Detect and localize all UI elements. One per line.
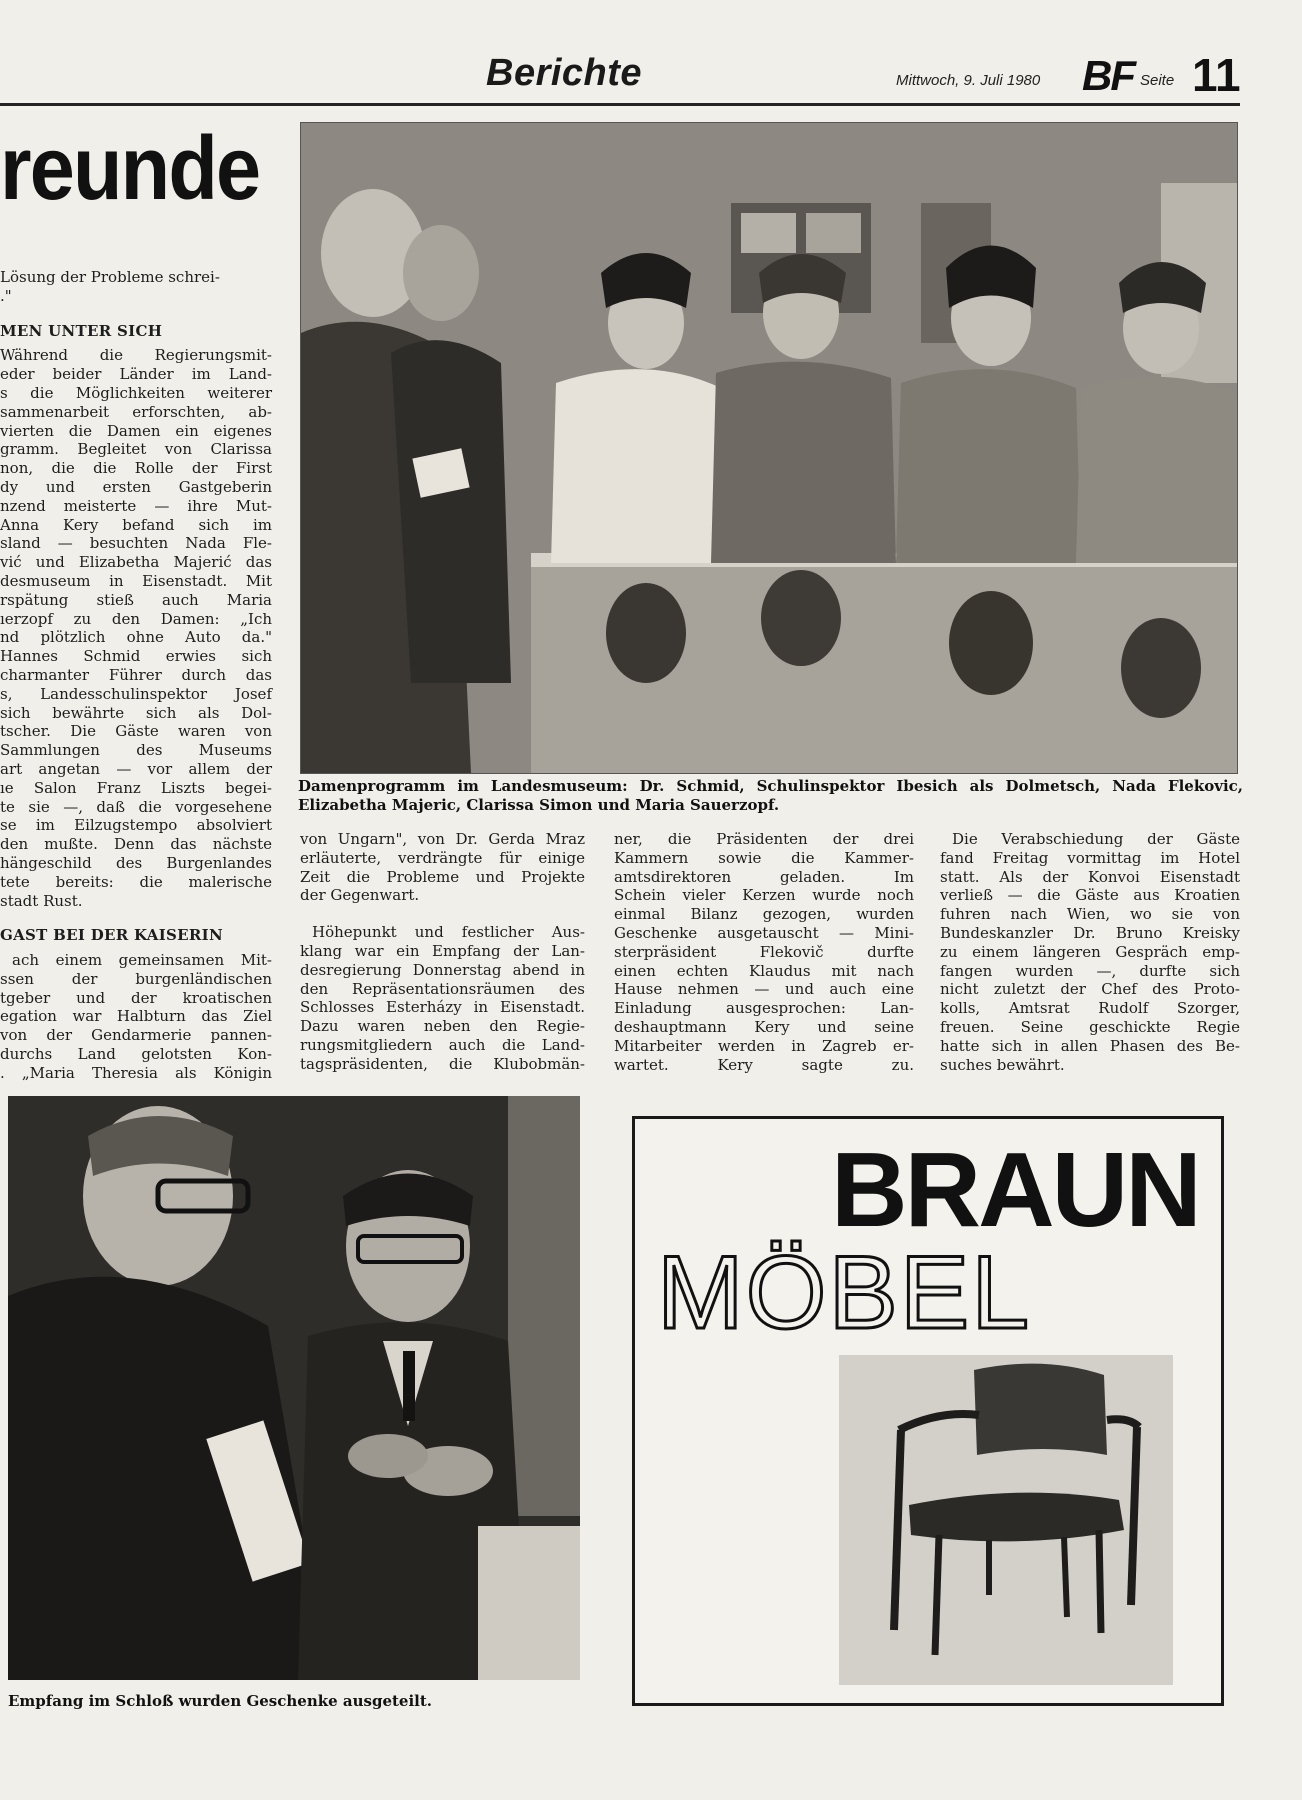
- text-line: gramm. Begleitet von Clarissa: [0, 440, 272, 459]
- text-line: s, Landesschulinspektor Josef: [0, 684, 272, 703]
- text-line: wartet. Kery sagte zu.: [614, 1055, 914, 1074]
- text-line: Hause nehmen — und auch eine: [614, 980, 914, 999]
- text-line: non, die die Rolle der First: [0, 459, 272, 478]
- text-line: Zeit die Probleme und Projekte: [300, 867, 585, 886]
- text-line: desmuseum in Eisenstadt. Mit: [0, 571, 272, 590]
- text-line: rspätung stieß auch Maria: [0, 590, 272, 609]
- text-column-3: [614, 830, 914, 1074]
- column4-text: [940, 830, 1240, 1074]
- text-line: rungsmitgliedern auch die Land-: [300, 1035, 585, 1054]
- text-line: ach einem gemeinsamen Mit-: [12, 951, 272, 970]
- ad-brand-moebel: MÖBEL: [657, 1235, 1032, 1351]
- chair-icon: [839, 1355, 1173, 1685]
- text-line: freuen. Seine geschickte Regie: [940, 1017, 1240, 1036]
- text-line: den Repräsentationsräumen des: [300, 979, 585, 998]
- text-column-2: [300, 830, 585, 1074]
- text-line: vierten die Damen ein eigenes: [0, 421, 272, 440]
- text-line: Mitarbeiter werden in Zagreb er-: [614, 1036, 914, 1055]
- text-line: dy und ersten Gastgeberin: [0, 477, 272, 496]
- text-line: art angetan — vor allem der: [0, 759, 272, 778]
- text-line: verließ — die Gäste aus Kroatien: [940, 886, 1240, 905]
- text-line: tscher. Die Gäste waren von: [0, 722, 272, 741]
- text-line: Kammern sowie die Kammer-: [614, 848, 914, 867]
- text-line: fuhren nach Wien, wo sie von: [940, 905, 1240, 924]
- text-line: Sammlungen des Museums: [0, 741, 272, 760]
- text-line: ssen der burgenländischen: [0, 969, 272, 988]
- text-line: einmal Bilanz gezogen, wurden: [614, 905, 914, 924]
- photo-museum-caption: Damenprogramm im Landesmuseum: Dr. Schmid, Schulinspektor Ibesich als Dolmetsch, Nada Flekovic, Elizabetha Majeric, Clarissa Simon und Maria Sauerzopf.: [298, 777, 1243, 814]
- text-line: charmanter Führer durch das: [0, 665, 272, 684]
- text-line: kolls, Amtsrat Rudolf Szorger,: [940, 999, 1240, 1018]
- text-line: deshauptmann Kery und seine: [614, 1017, 914, 1036]
- text-column-4: [940, 830, 1240, 1074]
- ad-chair-photo: [839, 1355, 1173, 1685]
- text-line: sland — besuchten Nada Fle-: [0, 534, 272, 553]
- text-line: vić und Elizabetha Majerić das: [0, 553, 272, 572]
- left-column: [0, 268, 272, 1083]
- text-line: tete bereits: die malerische: [0, 872, 272, 891]
- section1-text: [0, 346, 272, 910]
- text-line: sich bewährte sich als Dol-: [0, 703, 272, 722]
- header-rule: [0, 103, 1240, 106]
- text-line: sammenarbeit erforschten, ab-: [0, 402, 272, 421]
- text-line: Bundeskanzler Dr. Bruno Kreisky: [940, 923, 1240, 942]
- newspaper-logo: BF: [1082, 52, 1134, 99]
- text-line: sterpräsident Flekovič durfte: [614, 942, 914, 961]
- headline: reunde: [0, 119, 260, 219]
- text-line: Dazu waren neben den Regie-: [300, 1017, 585, 1036]
- text-line: stadt Rust.: [0, 891, 83, 910]
- section2-text: [0, 951, 272, 1083]
- text-line: zu einem längeren Gespräch emp-: [940, 942, 1240, 961]
- text-line: nicht zuletzt der Chef des Proto-: [940, 980, 1240, 999]
- column2-para2: [300, 923, 585, 1073]
- text-line: ıerzopf zu den Damen: „Ich: [0, 609, 272, 628]
- text-line: ıe Salon Franz Liszts begei-: [0, 778, 272, 797]
- photo-reception-illustration: [8, 1096, 580, 1680]
- text-line: te sie —, daß die vorgesehene: [0, 797, 272, 816]
- text-line: . „Maria Theresia als Königin: [0, 1063, 272, 1082]
- page-label: Seite: [1140, 72, 1175, 89]
- text-line: erläuterte, verdrängte für einige: [300, 848, 585, 867]
- section-title: Berichte: [486, 52, 643, 94]
- photo-museum-illustration: [301, 123, 1237, 773]
- text-line: Schlosses Esterházy in Eisenstadt.: [300, 998, 585, 1017]
- text-line: Die Verabschiedung der Gäste: [952, 830, 1240, 848]
- text-line: einen echten Klaudus mit nach: [614, 961, 914, 980]
- text-line: egation war Halbturn das Ziel: [0, 1007, 272, 1026]
- text-line: der Gegenwart.: [300, 886, 420, 905]
- text-line: den mußte. Denn das nächste: [0, 835, 272, 854]
- photo-reception-caption: Empfang im Schloß wurden Geschenke ausgeteilt.: [8, 1692, 433, 1710]
- photo-reception-gifts: [8, 1096, 580, 1680]
- text-line: Anna Kery befand sich im: [0, 515, 272, 534]
- text-line: statt. Als der Konvoi Eisenstadt: [940, 867, 1240, 886]
- subheading-2: GAST BEI DER KAISERIN: [0, 926, 223, 945]
- photo-museum-ladies: [300, 122, 1238, 774]
- text-line: nzend meisterte — ihre Mut-: [0, 496, 272, 515]
- text-line: amtsdirektoren geladen. Im: [614, 867, 914, 886]
- text-line: hängeschild des Burgenlandes: [0, 853, 272, 872]
- paragraph-gap: [300, 905, 585, 923]
- text-line: s die Möglichkeiten weiterer: [0, 383, 272, 402]
- text-line: ner, die Präsidenten der drei: [614, 830, 914, 848]
- issue-date: Mittwoch, 9. Juli 1980: [896, 72, 1041, 89]
- text-line: hatte sich in allen Phasen des Be-: [940, 1036, 1240, 1055]
- text-line: fand Freitag vormittag im Hotel: [940, 848, 1240, 867]
- text-line: eder beider Länder im Land-: [0, 365, 272, 384]
- text-line: se im Eilzugstempo absolviert: [0, 816, 272, 835]
- text-line: klang war ein Empfang der Lan-: [300, 941, 585, 960]
- text-line: suches bewährt.: [940, 1055, 1065, 1074]
- text-line: Einladung ausgesprochen: Lan-: [614, 999, 914, 1018]
- text-line: Schein vieler Kerzen wurde noch: [614, 886, 914, 905]
- text-line: Höhepunkt und festlicher Aus-: [312, 923, 585, 942]
- advertisement-braun-moebel: [632, 1116, 1224, 1706]
- text-line: tagspräsidenten, die Klubobmän-: [300, 1054, 585, 1073]
- text-line: tgeber und der kroatischen: [0, 988, 272, 1007]
- ad-brand-braun: BRAUN: [831, 1131, 1199, 1249]
- text-line: von der Gendarmerie pannen-: [0, 1026, 272, 1045]
- text-line: durchs Land gelotsten Kon-: [0, 1045, 272, 1064]
- text-line: Während die Regierungsmit-: [0, 346, 272, 365]
- text-line: von Ungarn", von Dr. Gerda Mraz: [300, 830, 585, 848]
- text-line: nd plötzlich ohne Auto da.": [0, 628, 272, 647]
- text-line: desregierung Donnerstag abend in: [300, 960, 585, 979]
- text-line: Hannes Schmid erwies sich: [0, 647, 272, 666]
- subheading-1: MEN UNTER SICH: [0, 321, 163, 340]
- text-line: Geschenke ausgetauscht — Mini-: [614, 923, 914, 942]
- column2-para1: [300, 830, 585, 905]
- column3-text: [614, 830, 914, 1074]
- page-number: 11: [1192, 49, 1241, 101]
- left-intro: Lösung der Probleme schrei- .": [0, 268, 220, 305]
- text-line: fangen wurden —, durfte sich: [940, 961, 1240, 980]
